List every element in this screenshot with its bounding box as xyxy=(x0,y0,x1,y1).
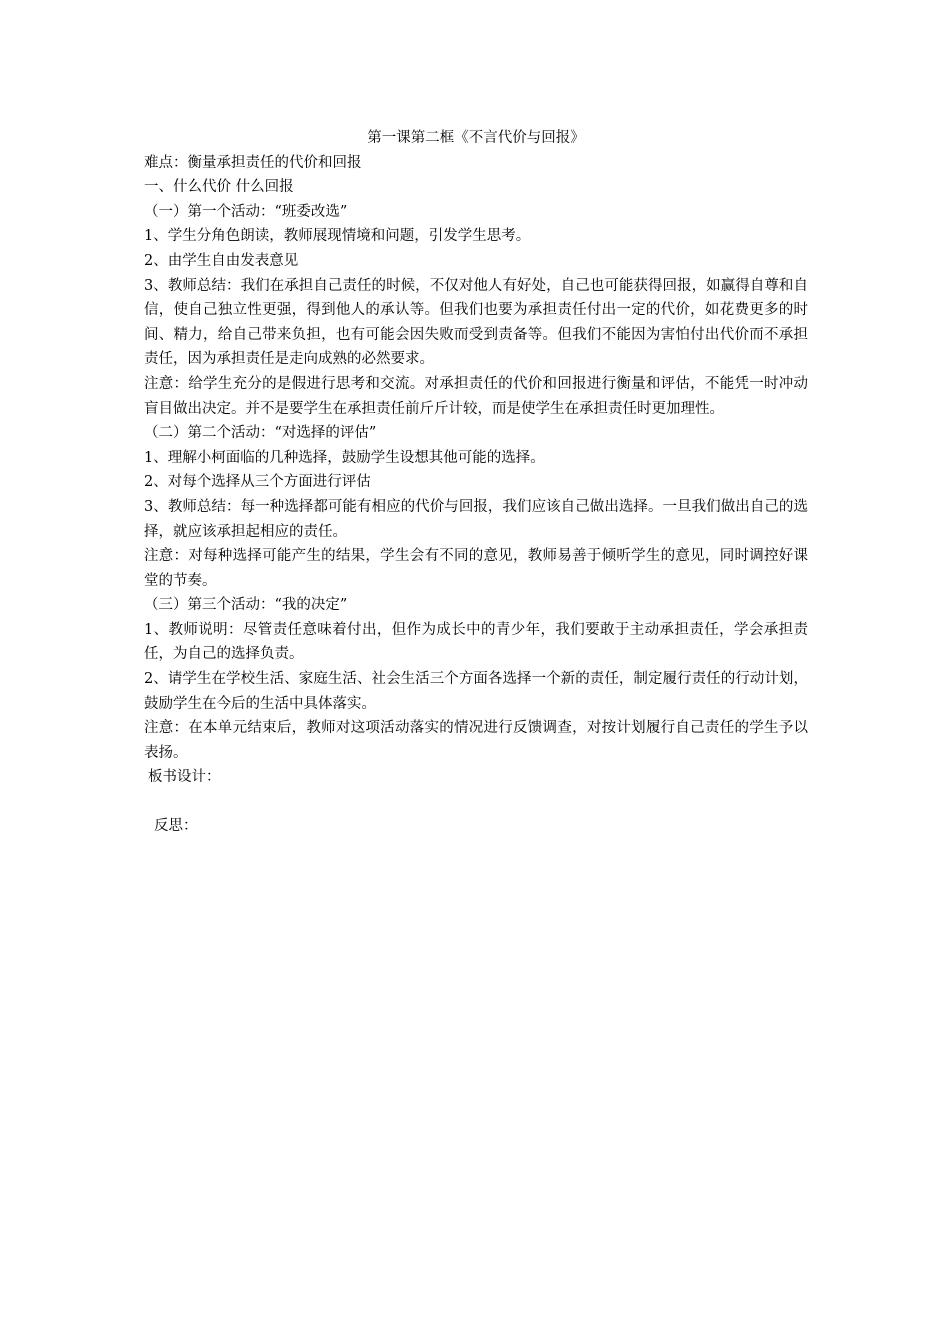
section-heading: 一、什么代价 什么回报 xyxy=(144,179,294,196)
activity-2-heading: （二）第二个活动：“对选择的评估” xyxy=(144,425,377,442)
activity-2-step-2: 2、对每个选择从三个方面进行评估 xyxy=(144,474,371,491)
activity-2-note: 注意：对每种选择可能产生的结果，学生会有不同的意见，教师易善于倾听学生的意见，同时调控好课堂的节奏。 xyxy=(144,548,808,589)
activity-1-note: 注意：给学生充分的是假进行思考和交流。对承担责任的代价和回报进行衡量和评估，不能凭一时冲动盲目做出决定。并不是要学生在承担责任前斤斤计较，而是使学生在承担责任时更加理性。 xyxy=(144,375,808,417)
activity-3-note: 注意：在本单元结束后，教师对这项活动落实的情况进行反馈调查，对按计划履行自己责任的学生予以表扬。 xyxy=(144,720,808,761)
activity-1-step-2: 2、由学生自由发表意见 xyxy=(144,252,299,269)
activity-3-step-1: 1、教师说明：尽管责任意味着付出，但作为成长中的青少年，我们要敢于主动承担责任，学会承担责任，为自己的选择负责。 xyxy=(144,621,808,663)
document-title: 第一课第二框《不言代价与回报》 xyxy=(367,130,585,146)
activity-1-step-1: 1、学生分角色朗读，教师展现情境和问题，引发学生思考。 xyxy=(144,228,531,245)
activity-3-step-2: 2、请学生在学校生活、家庭生活、社会生活三个方面各选择一个新的责任，制定履行责任的行动计划，鼓励学生在今后的生活中具体落实。 xyxy=(144,671,808,712)
difficulty-line: 难点：衡量承担责任的代价和回报 xyxy=(144,154,362,171)
board-design-label: 板书设计： xyxy=(148,769,221,786)
activity-3-heading: （三）第三个活动：“我的决定” xyxy=(144,597,348,614)
activity-2-step-1: 1、理解小柯面临的几种选择，鼓励学生设想其他可能的选择。 xyxy=(144,449,545,466)
document-body xyxy=(144,126,808,839)
activity-2-summary: 3、教师总结：每一种选择都可能有相应的代价与回报，我们应该自己做出选择。一旦我们做出自己的选择，就应该承担起相应的责任。 xyxy=(144,498,808,540)
activity-1-summary: 3、教师总结：我们在承担自己责任的时候，不仅对他人有好处，自己也可能获得回报，如赢得自尊和自信，使自己独立性更强，得到他人的承认等。但我们也要为承担责任付出一定的代价，如花费更多的时间、精力，给自己带来负担，也有可能会因失败而受到责备等。但我们不能因为害怕付出代价而不承担责任，因为承担责任是走向成熟的必然要求。 xyxy=(144,277,808,368)
activity-1-heading: （一）第一个活动：“班委改选” xyxy=(144,203,348,220)
reflection-label: 反思： xyxy=(154,818,198,835)
